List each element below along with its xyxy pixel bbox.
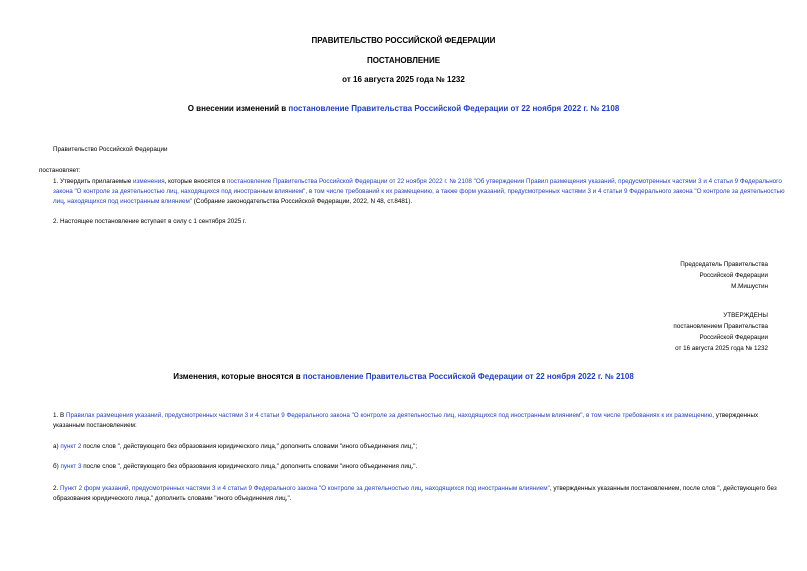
signature-name: М.Мишустин bbox=[731, 283, 768, 290]
issuer: Правительство Российской Федерации bbox=[53, 146, 168, 153]
title-link[interactable]: постановление Правительства Российской Федерации от 22 ноября 2022 г. № 2108 bbox=[288, 104, 620, 113]
paragraph-2: 2. Настоящее постановление вступает в силу с 1 сентября 2025 г. bbox=[53, 218, 247, 225]
approved-country: Российской Федерации bbox=[699, 334, 768, 341]
c2-text-a: 2. bbox=[53, 485, 61, 492]
cb-link-item3[interactable]: пункт 3 bbox=[60, 463, 82, 470]
c1-link-rules[interactable]: Правилах размещения указаний, предусмотренных частями 3 и 4 статьи 9 Федерального закона "О контроле за деятельностью лиц, находящихся под иностранным влиянием", в том числе требованиях к их размещению bbox=[65, 412, 713, 419]
p1-link-changes[interactable]: изменения bbox=[133, 178, 165, 185]
p1-text-b: , которые вносятся в bbox=[164, 178, 228, 185]
change-b bbox=[53, 462, 417, 472]
org-heading: ПРАВИТЕЛЬСТВО РОССИЙСКОЙ ФЕДЕРАЦИИ bbox=[311, 36, 496, 45]
p1-link-resolution[interactable]: постановление Правительства Российской Федерации от 22 ноября 2022 г. № 2108 "Об утверждении Правил размещения указаний, предусмотренных частями 3 и 4 статьи 9 Федерального закона "О контроле за деятельностью лиц, находящихся под иностранным влиянием", в том числе требований к их размещению, а также форм указаний, предусмотренных частями 3 и 4 статьи 9 Федерального закона "О контроле за деятельностью лиц, находящихся под иностранным влиянием" bbox=[53, 178, 785, 205]
cb-text-a: б) bbox=[53, 463, 61, 470]
change-a bbox=[53, 442, 417, 452]
cb-text-b: после слов ", действующего без образования юридического лица," дополнить словами "иного объединения лиц,". bbox=[81, 463, 418, 470]
p1-text-c: (Собрание законодательства Российской Федерации, 2022, N 48, ст.8481). bbox=[192, 198, 413, 205]
ca-text-a: а) bbox=[53, 443, 61, 450]
c1-text-a: 1. В bbox=[53, 412, 66, 419]
c2-link-forms[interactable]: Пункт 2 форм указаний, предусмотренных частями 3 и 4 статьи 9 Федерального закона "О контроле за деятельностью лиц, находящихся под иностранным влиянием" bbox=[60, 485, 550, 492]
approved-by: постановлением Правительства bbox=[673, 323, 768, 330]
c1-text-b: , утвержденных указанным постановлением: bbox=[53, 412, 759, 429]
change-2 bbox=[39, 484, 788, 504]
changes-title-link[interactable]: постановление Правительства Российской Федерации от 22 ноября 2022 г. № 2108 bbox=[302, 372, 634, 381]
signature-country: Российской Федерации bbox=[699, 272, 768, 279]
paragraph-1 bbox=[39, 177, 788, 207]
document-title bbox=[0, 104, 807, 113]
date-number: от 16 августа 2025 года № 1232 bbox=[342, 75, 465, 84]
p1-text-a: 1. Утвердить прилагаемые bbox=[53, 178, 133, 185]
ca-link-item2[interactable]: пункт 2 bbox=[60, 443, 82, 450]
signature-title: Председатель Правительства bbox=[680, 261, 768, 268]
title-prefix: О внесении изменений в bbox=[187, 104, 289, 113]
decides: постановляет: bbox=[39, 167, 81, 174]
ca-text-b: после слов ", действующего без образования юридического лица," дополнить словами "иного объединения лиц,"; bbox=[81, 443, 418, 450]
approved-date: от 16 августа 2025 года № 1232 bbox=[675, 345, 768, 352]
doc-type-heading: ПОСТАНОВЛЕНИЕ bbox=[366, 56, 441, 65]
approved-label: УТВЕРЖДЕНЫ bbox=[723, 312, 768, 319]
c2-text-b: , утвержденных указанным постановлением, после слов ", действующего без образования юридического лица," дополнить словами "иного объединения лиц,". bbox=[53, 485, 777, 502]
change-1 bbox=[39, 411, 788, 431]
changes-title-prefix: Изменения, которые вносятся в bbox=[173, 372, 303, 381]
changes-title bbox=[0, 372, 807, 381]
signature-block bbox=[680, 259, 768, 292]
approved-block bbox=[673, 310, 768, 354]
